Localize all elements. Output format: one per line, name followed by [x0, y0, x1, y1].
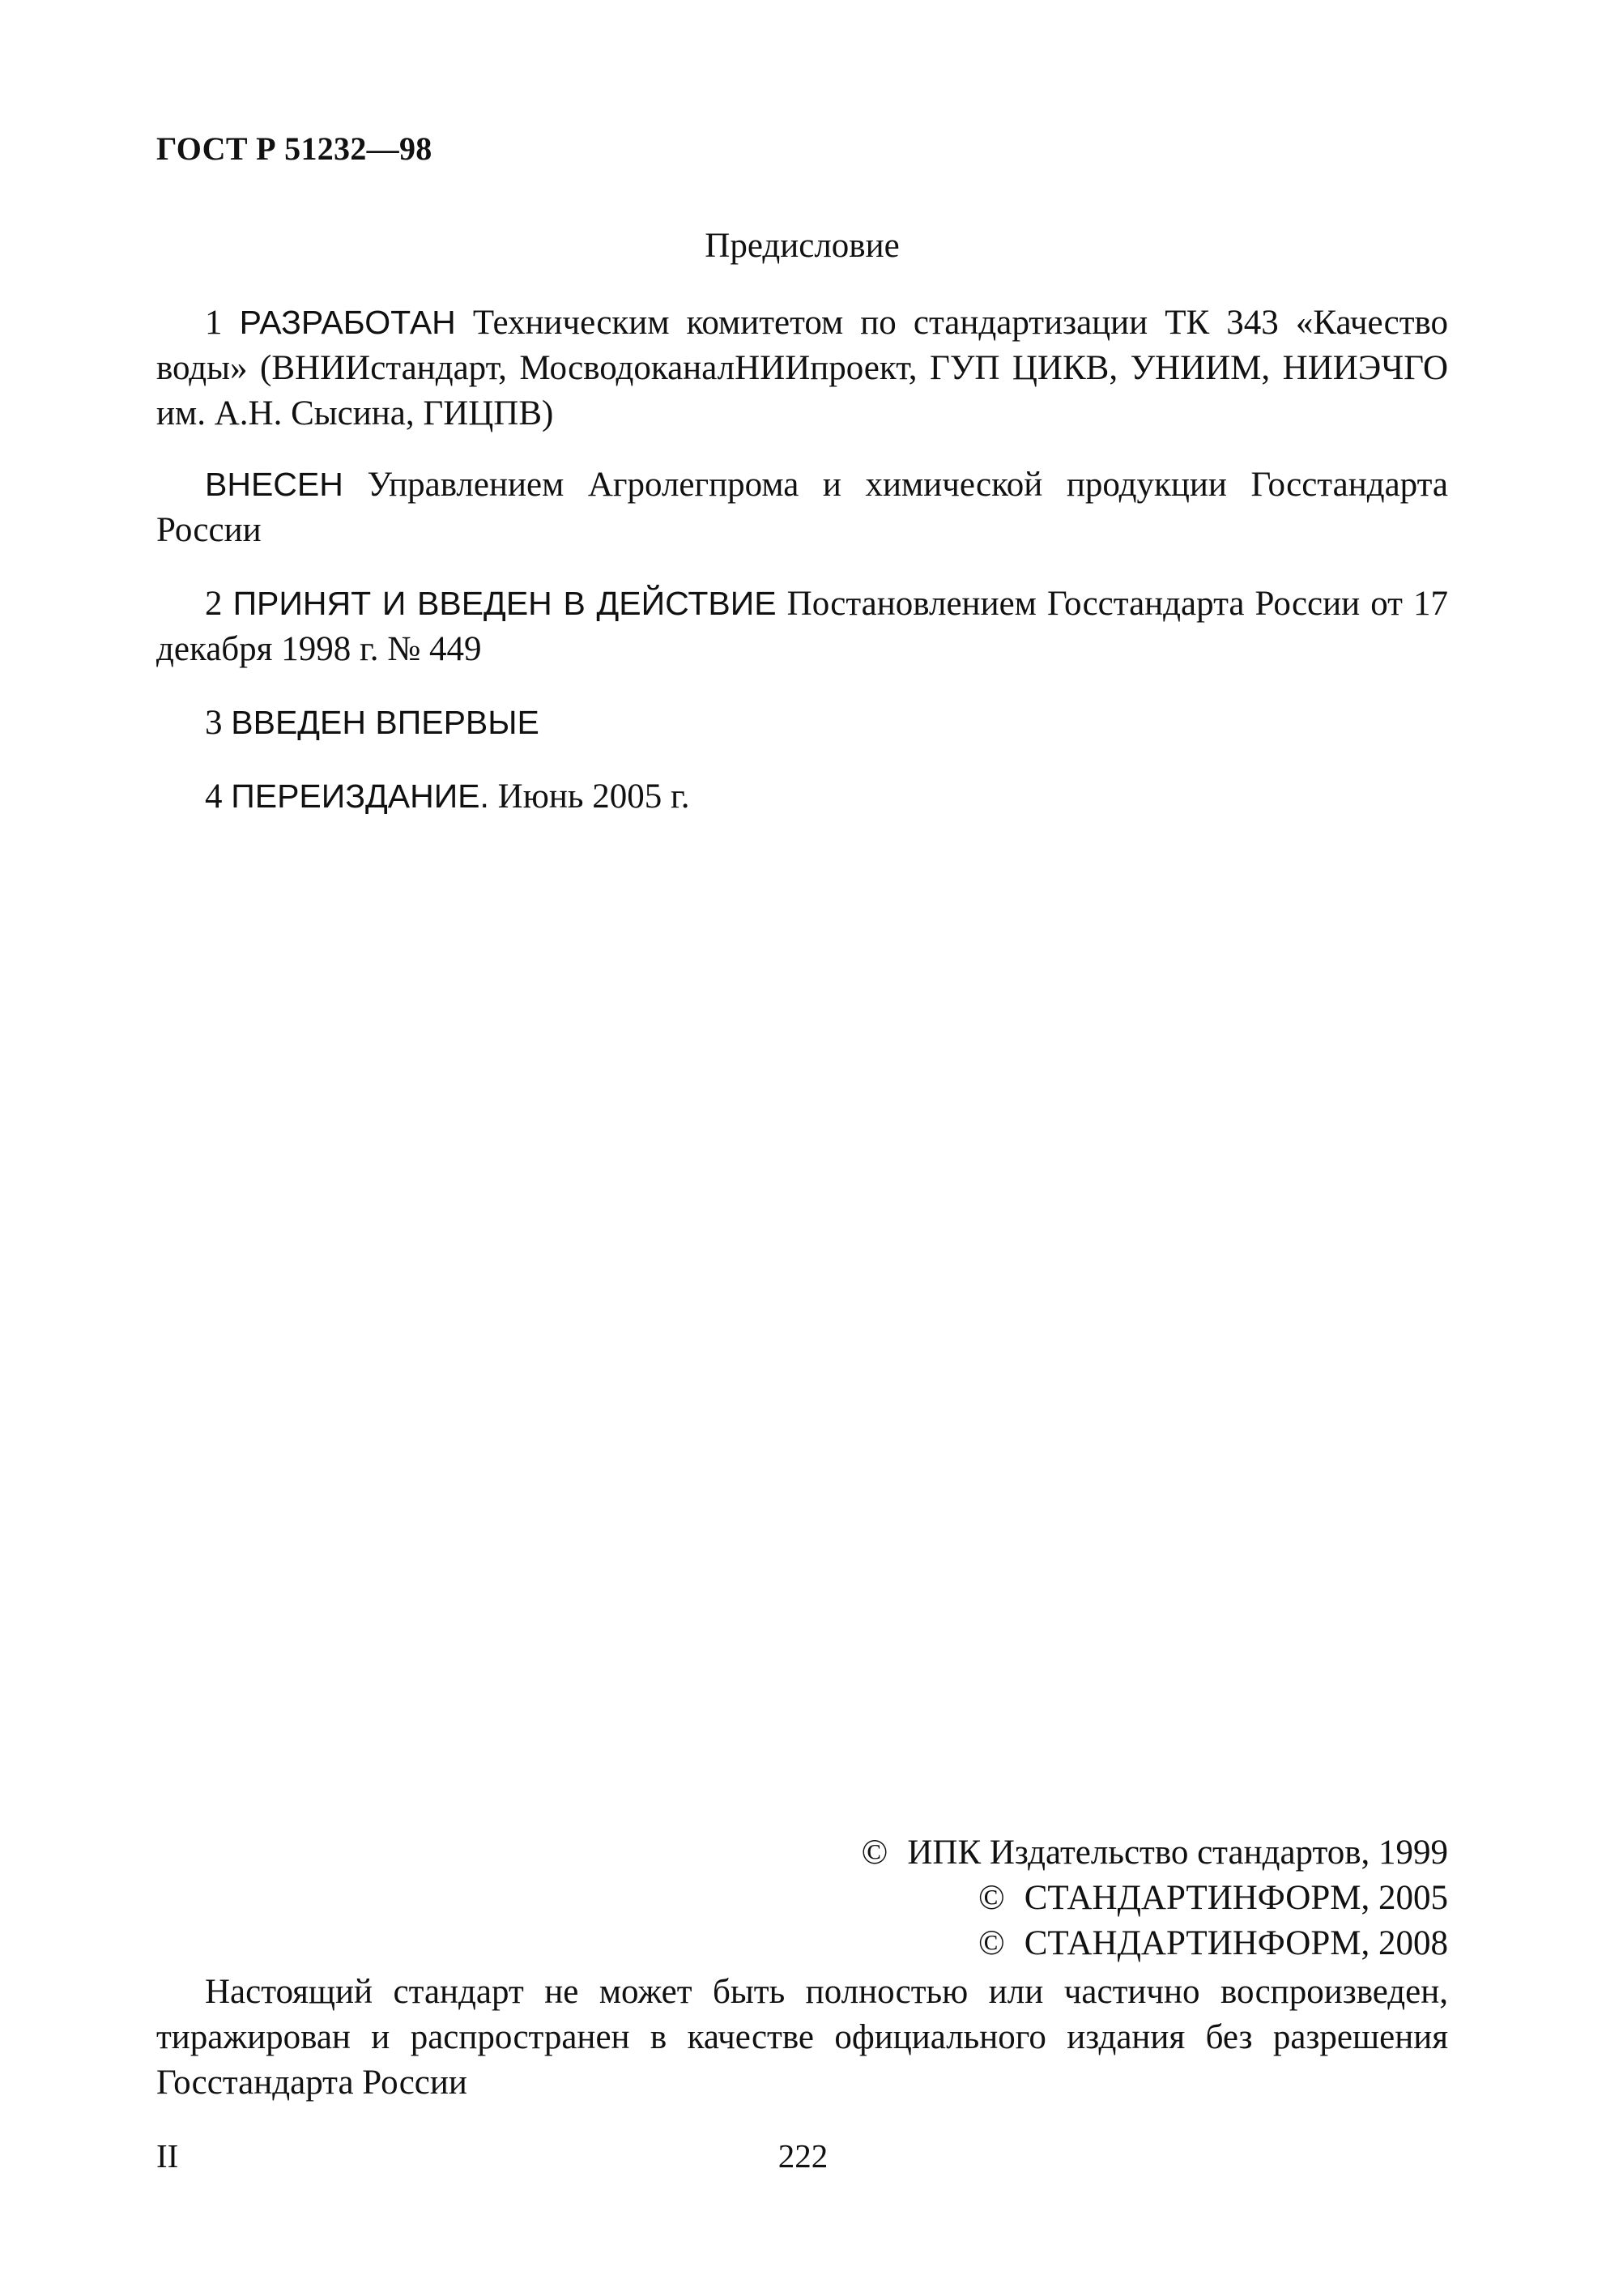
preface-item-3	[156, 700, 1448, 746]
item-number: 1	[205, 304, 223, 342]
item-number: 2	[205, 585, 223, 623]
item-keyword: ПРИНЯТ И ВВЕДЕН В ДЕЙСТВИЕ	[232, 585, 777, 622]
item-keyword: РАЗРАБОТАН	[239, 304, 456, 341]
copyright-text: СТАНДАРТИНФОРМ, 2008	[1024, 1924, 1448, 1962]
preface-item-submitted	[156, 462, 1448, 553]
item-text: Июнь 2005 г.	[497, 777, 690, 816]
preface-item-4	[156, 773, 1448, 820]
page-title: Предисловие	[705, 227, 900, 265]
item-number: 4	[205, 777, 223, 816]
copyright-icon: ©	[978, 1879, 1005, 1917]
item-keyword: ВВЕДЕН ВПЕРВЫЕ	[231, 704, 539, 741]
copyright-text: СТАНДАРТИНФОРМ, 2005	[1024, 1879, 1448, 1917]
item-text: Управлением Агролегпрома и химической продукции Госстандарта России	[156, 466, 1449, 549]
copyright-line	[862, 1921, 1448, 1966]
item-keyword: ВНЕСЕН	[205, 466, 343, 503]
item-keyword: ПЕРЕИЗДАНИЕ.	[231, 777, 489, 815]
copyright-icon: ©	[978, 1924, 1005, 1962]
preface-item-1	[156, 300, 1448, 437]
copyright-line	[862, 1876, 1448, 1921]
copyright-text: ИПК Издательство стандартов, 1999	[907, 1834, 1448, 1872]
page-number: 222	[777, 2137, 829, 2175]
item-text: Техническим комитетом по стандартизации ТК 343 «Качество воды» (ВНИИстандарт, МосводоканалНИИпроект, ГУП ЦИКВ, УНИИМ, НИИЭЧГО им. А.Н. Сысина, ГИЦПВ)	[156, 304, 1449, 432]
preface-item-2	[156, 581, 1448, 672]
standard-code: ГОСТ Р 51232—98	[156, 130, 432, 167]
item-text: Постановлением Госстандарта России от 17 декабря 1998 г. № 449	[156, 585, 1449, 668]
roman-page-number: II	[156, 2137, 179, 2175]
copyright-icon: ©	[861, 1834, 888, 1872]
copyright-block	[862, 1830, 1448, 1966]
reproduction-notice: Настоящий стандарт не может быть полностью или частично воспроизведен, тиражирован и распространен в качестве официального издания без разрешения Госстандарта России	[156, 1973, 1448, 2102]
item-number: 3	[205, 704, 223, 742]
copyright-line	[862, 1830, 1448, 1876]
